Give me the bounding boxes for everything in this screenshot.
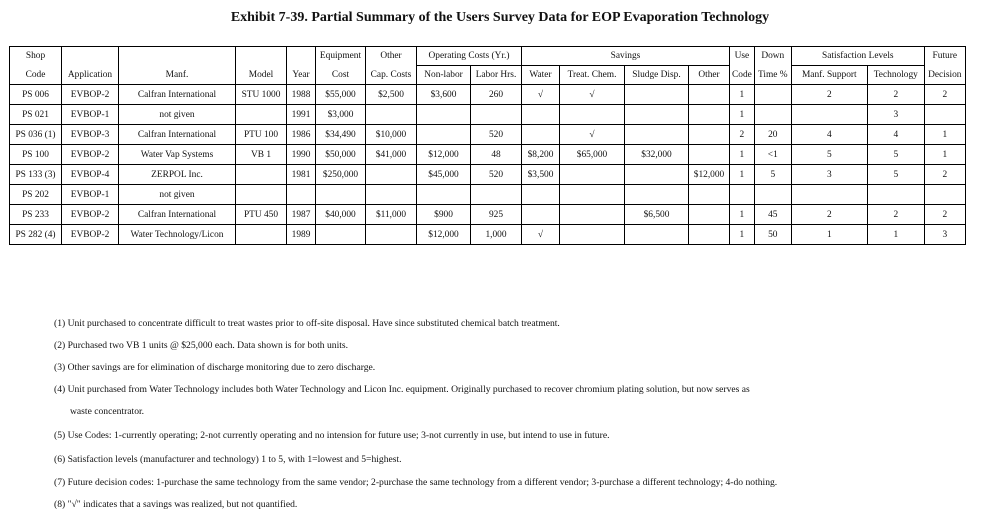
col-header-cap-costs: Cap. Costs: [366, 66, 417, 85]
cell-code: PS 021: [10, 105, 62, 125]
cell-labor: 520: [471, 165, 522, 185]
cell-sludge: [625, 165, 689, 185]
cell-treat: [560, 205, 625, 225]
cell-manf-support: 5: [791, 145, 867, 165]
col-header-manf-support: Manf. Support: [791, 66, 867, 85]
cell-code: PS 006: [10, 85, 62, 105]
cell-manf: not given: [119, 185, 236, 205]
cell-model: [236, 105, 287, 125]
cell-other: [689, 85, 730, 105]
cell-year: 1989: [287, 225, 316, 245]
cell-technology: 4: [867, 125, 924, 145]
cell-decision: 3: [924, 225, 965, 245]
cell-nonlabor: $12,000: [417, 225, 471, 245]
cell-model: STU 1000: [236, 85, 287, 105]
table-row: [10, 225, 966, 245]
cell-sludge: [625, 225, 689, 245]
footnote-5: (5) Use Codes: 1-currently operating; 2-not currently operating and no intension for future use; 3-not currently in use, but intend to use in future.: [54, 430, 610, 441]
cell-cost: $50,000: [316, 145, 366, 165]
table-row: [10, 125, 966, 145]
col-header-savings: Savings: [522, 47, 730, 66]
cell-cost: [316, 185, 366, 205]
col-header-cost: Cost: [316, 66, 366, 85]
cell-labor: 48: [471, 145, 522, 165]
cell-treat: √: [560, 125, 625, 145]
cell-water: √: [522, 225, 560, 245]
cell-year: 1986: [287, 125, 316, 145]
cell-model: [236, 165, 287, 185]
cell-cost: [316, 225, 366, 245]
cell-use: 1: [730, 165, 755, 185]
cell-cost: $3,000: [316, 105, 366, 125]
col-header-treat-chem: Treat. Chem.: [560, 66, 625, 85]
footnote-4-continued: waste concentrator.: [70, 406, 145, 417]
cell-decision: [924, 105, 965, 125]
cell-treat: $65,000: [560, 145, 625, 165]
cell-decision: 2: [924, 205, 965, 225]
cell-manf-support: [791, 105, 867, 125]
cell-cap: [366, 225, 417, 245]
cell-technology: 5: [867, 145, 924, 165]
footnote-2: (2) Purchased two VB 1 units @ $25,000 each. Data shown is for both units.: [54, 340, 349, 351]
cell-year: [287, 185, 316, 205]
table-row: [10, 145, 966, 165]
footnote-8: (8) "√" indicates that a savings was realized, but not quantified.: [54, 499, 298, 510]
cell-sludge: [625, 85, 689, 105]
cell-cost: $34,490: [316, 125, 366, 145]
footnote-6: (6) Satisfaction levels (manufacturer and technology) 1 to 5, with 1=lowest and 5=highest.: [54, 454, 402, 465]
cell-cap: [366, 165, 417, 185]
cell-down: <1: [754, 145, 791, 165]
cell-sludge: $6,500: [625, 205, 689, 225]
cell-year: 1990: [287, 145, 316, 165]
cell-labor: 1,000: [471, 225, 522, 245]
col-header-sludge-disp: Sludge Disp.: [625, 66, 689, 85]
cell-cost: $250,000: [316, 165, 366, 185]
cell-down: 20: [754, 125, 791, 145]
cell-model: [236, 225, 287, 245]
col-header-manf: Manf.: [119, 66, 236, 85]
survey-table: [9, 46, 966, 245]
header-row-1: [10, 47, 966, 66]
cell-cap: $11,000: [366, 205, 417, 225]
cell-use: 2: [730, 125, 755, 145]
cell-code: PS 202: [10, 185, 62, 205]
cell-manf-support: [791, 185, 867, 205]
col-header-decision: Decision: [924, 66, 965, 85]
cell-manf-support: 2: [791, 85, 867, 105]
cell-application: EVBOP-2: [62, 145, 119, 165]
cell-water: [522, 205, 560, 225]
cell-sludge: [625, 185, 689, 205]
col-header-application: Application: [62, 66, 119, 85]
cell-cost: $40,000: [316, 205, 366, 225]
col-header-future: Future: [924, 47, 965, 66]
cell-nonlabor: $3,600: [417, 85, 471, 105]
cell-cap: $41,000: [366, 145, 417, 165]
cell-application: EVBOP-2: [62, 205, 119, 225]
cell-manf: ZERPOL Inc.: [119, 165, 236, 185]
cell-manf: not given: [119, 105, 236, 125]
col-header-satisfaction: Satisfaction Levels: [791, 47, 924, 66]
cell-other: [689, 205, 730, 225]
table-row: [10, 185, 966, 205]
cell-cap: $2,500: [366, 85, 417, 105]
col-header-labor-hrs: Labor Hrs.: [471, 66, 522, 85]
cell-nonlabor: $45,000: [417, 165, 471, 185]
cell-code: PS 233: [10, 205, 62, 225]
cell-technology: 1: [867, 225, 924, 245]
footnote-7: (7) Future decision codes: 1-purchase the same technology from the same vendor; 2-purchase the same technology from a different vendor; 3-purchase a different technology; 4-do nothing.: [54, 477, 778, 488]
cell-water: [522, 185, 560, 205]
cell-cap: [366, 185, 417, 205]
cell-model: PTU 100: [236, 125, 287, 145]
cell-water: √: [522, 85, 560, 105]
cell-model: PTU 450: [236, 205, 287, 225]
cell-code: PS 100: [10, 145, 62, 165]
col-header-code: Code: [10, 66, 62, 85]
col-header-model: Model: [236, 66, 287, 85]
cell-use: 1: [730, 225, 755, 245]
exhibit-title: Exhibit 7-39. Partial Summary of the Users Survey Data for EOP Evaporation Technology: [230, 10, 770, 25]
col-header-non-labor: Non-labor: [417, 66, 471, 85]
cell-labor: [471, 105, 522, 125]
col-header-use: Use: [730, 47, 755, 66]
cell-application: EVBOP-2: [62, 225, 119, 245]
cell-use: [730, 185, 755, 205]
cell-use: 1: [730, 105, 755, 125]
cell-nonlabor: [417, 105, 471, 125]
table-row: [10, 205, 966, 225]
cell-labor: [471, 185, 522, 205]
cell-nonlabor: [417, 185, 471, 205]
cell-other: [689, 145, 730, 165]
cell-code: PS 036 (1): [10, 125, 62, 145]
cell-water: $3,500: [522, 165, 560, 185]
cell-code: PS 282 (4): [10, 225, 62, 245]
cell-application: EVBOP-1: [62, 185, 119, 205]
cell-nonlabor: $12,000: [417, 145, 471, 165]
cell-year: 1987: [287, 205, 316, 225]
cell-cap: $10,000: [366, 125, 417, 145]
cell-model: [236, 185, 287, 205]
col-header-shop: Shop: [10, 47, 62, 66]
table-row: [10, 165, 966, 185]
cell-manf: Calfran International: [119, 205, 236, 225]
col-header-down: Down: [754, 47, 791, 66]
cell-down: 45: [754, 205, 791, 225]
cell-year: 1988: [287, 85, 316, 105]
cell-technology: [867, 185, 924, 205]
cell-manf: Water Vap Systems: [119, 145, 236, 165]
col-header-down-time: Time %: [754, 66, 791, 85]
cell-other: [689, 105, 730, 125]
cell-down: [754, 105, 791, 125]
cell-sludge: [625, 105, 689, 125]
cell-water: [522, 105, 560, 125]
cell-down: [754, 85, 791, 105]
cell-manf-support: 3: [791, 165, 867, 185]
cell-water: [522, 125, 560, 145]
cell-manf-support: 1: [791, 225, 867, 245]
cell-manf: Water Technology/Licon: [119, 225, 236, 245]
header-row-2: [10, 66, 966, 85]
cell-year: 1991: [287, 105, 316, 125]
cell-manf-support: 4: [791, 125, 867, 145]
cell-technology: 5: [867, 165, 924, 185]
footnote-1: (1) Unit purchased to concentrate difficult to treat wastes prior to off-site disposal. Have since substituted chemical batch treatment.: [54, 318, 560, 329]
col-header-operating-costs: Operating Costs (Yr.): [417, 47, 522, 66]
col-header-equipment: Equipment: [316, 47, 366, 66]
cell-down: 5: [754, 165, 791, 185]
cell-cost: $55,000: [316, 85, 366, 105]
cell-treat: [560, 225, 625, 245]
cell-treat: √: [560, 85, 625, 105]
cell-other: [689, 225, 730, 245]
cell-nonlabor: [417, 125, 471, 145]
cell-technology: 2: [867, 205, 924, 225]
cell-application: EVBOP-1: [62, 105, 119, 125]
cell-treat: [560, 185, 625, 205]
cell-sludge: $32,000: [625, 145, 689, 165]
cell-use: 1: [730, 205, 755, 225]
cell-down: 50: [754, 225, 791, 245]
cell-sludge: [625, 125, 689, 145]
cell-manf: Calfran International: [119, 85, 236, 105]
cell-technology: 2: [867, 85, 924, 105]
cell-decision: 1: [924, 145, 965, 165]
cell-year: 1981: [287, 165, 316, 185]
cell-nonlabor: $900: [417, 205, 471, 225]
cell-cap: [366, 105, 417, 125]
col-header-savings-other: Other: [689, 66, 730, 85]
table-row: [10, 85, 966, 105]
cell-decision: 2: [924, 85, 965, 105]
cell-application: EVBOP-2: [62, 85, 119, 105]
cell-water: $8,200: [522, 145, 560, 165]
cell-labor: 260: [471, 85, 522, 105]
cell-application: EVBOP-4: [62, 165, 119, 185]
cell-use: 1: [730, 145, 755, 165]
footnote-3: (3) Other savings are for elimination of discharge monitoring due to zero discharge.: [54, 362, 376, 373]
cell-treat: [560, 165, 625, 185]
cell-code: PS 133 (3): [10, 165, 62, 185]
cell-application: EVBOP-3: [62, 125, 119, 145]
cell-decision: 2: [924, 165, 965, 185]
cell-manf: Calfran International: [119, 125, 236, 145]
col-header-technology: Technology: [867, 66, 924, 85]
cell-other: [689, 125, 730, 145]
cell-decision: [924, 185, 965, 205]
cell-labor: 520: [471, 125, 522, 145]
col-header-water: Water: [522, 66, 560, 85]
cell-model: VB 1: [236, 145, 287, 165]
cell-decision: 1: [924, 125, 965, 145]
col-header-year: Year: [287, 66, 316, 85]
cell-down: [754, 185, 791, 205]
cell-treat: [560, 105, 625, 125]
cell-other: [689, 185, 730, 205]
cell-technology: 3: [867, 105, 924, 125]
cell-labor: 925: [471, 205, 522, 225]
cell-manf-support: 2: [791, 205, 867, 225]
cell-use: 1: [730, 85, 755, 105]
col-header-use-code: Code: [730, 66, 755, 85]
cell-other: $12,000: [689, 165, 730, 185]
table-row: [10, 105, 966, 125]
col-header-other: Other: [366, 47, 417, 66]
footnote-4: (4) Unit purchased from Water Technology includes both Water Technology and Licon Inc. equipment. Originally purchased to recover chromium plating solution, but now serves as: [54, 384, 750, 395]
